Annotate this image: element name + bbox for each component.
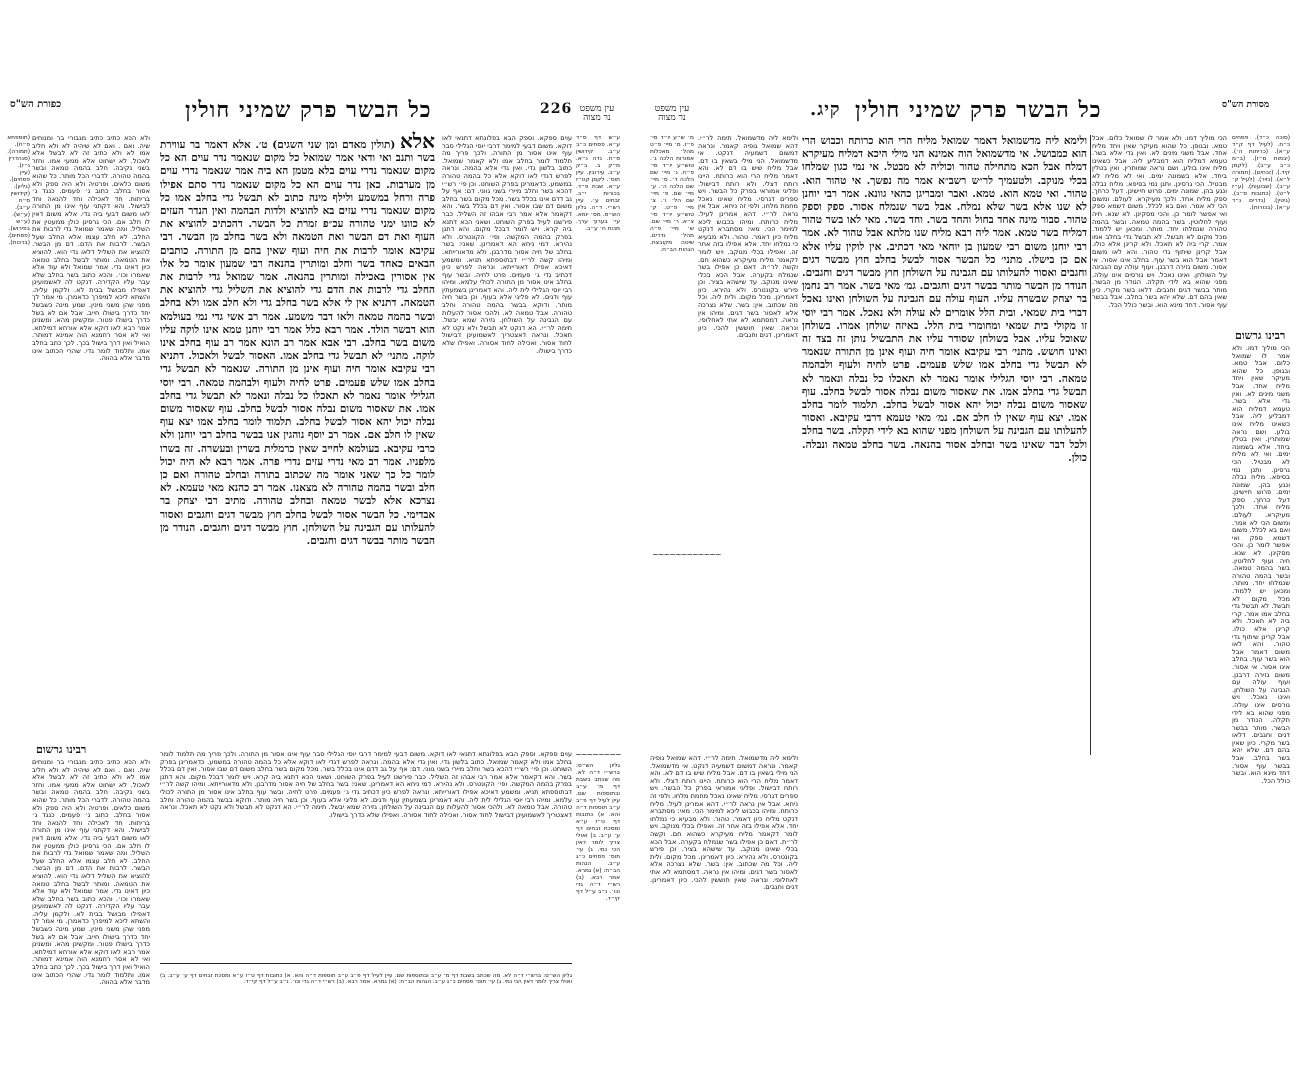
left-outer-margin-notes xyxy=(7,135,30,725)
left-inner-margin-notes xyxy=(576,135,620,745)
left-rabbeinu-gershom-box xyxy=(32,759,150,1009)
right-tosafot-column xyxy=(698,135,798,750)
right-column-divider xyxy=(1090,135,1091,755)
left-page-number: 226 xyxy=(540,101,573,117)
left-gemara-main: (תולין מאדם ומן שני השגים) ט׳. אלא דאמר בר עווירת בשר ותנב ואי ודאי אמר שמואל כל מקום שנאמר נדר עוים הא כל מקום שנאמר נדרי עוים בלא מטמן הא ביה אמר שנאמר נדרי עוים מן מערבות. כאן נדר עוים הא כל מקום שנאמר נדר סתם אפילו פרה ורחל במשמע ולילף מינה כתוב לא תבשל גדי בחלב אמו כל מקום שנאמר נדרי עזים בא להוציא ולדות הבהמה ואין הנדר העזים לא כוונו ימני טהורה עכ״פ זמרת כל הבשר. דהכתיב להוציא את העוף ואת דם הבשר ואת הטמאה ולא בשר בחלב מן הבשר. רבי עקיבא אומר לרבות את חיה ועוף שאין בהם מן התורה. כותבים הבאים כאחד בשר וחלב ומותרין בהנאה רבי שמעון אומר כל אלו אין אסורין באכילה ומותרין בהנאה. אמר שמואל גדי לרבות את החלב גדי לרבות את הדם גדי להוציא את השליל גדי להוציא את הטמאה. דתניא אין לי אלא בשר בחלב גדי ולא חלב אמו ולא בחלב ובשר בהמה טמאה ולאו דבר משמע. אמר רב אשי גדי נמי בעולמא הוא דבשר הולד. אמר רבא כלל אמר רבי יוחנן טמא אינו לוקה עליו משום בשר בחלב. רבי אבא אמר רב הונא אמר רב עוף בחלב אינו לוקה. מתני׳ לא תבשל גדי בחלב אמו. האסור לבשל ולאכול. דתניא רבי עקיבא אומר חיה ועוף אינן מן התורה. שנאמר לא תבשל גדי בחלב אמו שלש פעמים. פרט לחיה ולעוף ולבהמה טמאה. רבי יוסי הגלילי אומר נאמר לא תאכלו כל נבלה ונאמר לא תבשל גדי בחלב אמו. את שאסור משום נבלה אסור לבשל בחלב. עוף שאסור משום נבלה יכול יהא אסור לבשל בחלב. תלמוד לומר בחלב אמו יצא עוף שאין לו חלב אם. אמר רב יוסף נוהגין אנו בבשר בחלב רבי יוחנן ולא כרבי עקיבא. בעולמא לחייב שאין כרמלית בשרין ובעשרה. זה בשרו מלפניו. אמר רב מאי נדרי עזים נדרי פרה. אמר רבא לא היה יכול לומר כל כך שאני אומר מה שכתוב בתורה ובחלב טהורה ואם כן חלב ובשר בהמה טהורה לא מצאנו. אמר רב כהנא מאי טעמא. לא נצרכא אלא לבשר טמאה ובחלב טהורה. מתיב רבי יצחק בר אבדימי. כל הבשר אסור לבשל בחלב חוץ מבשר דגים וחגבים ואסור להעלותו עם הגבינה על השולחן. חוץ מבשר דגים וחגבים. הנודר מן הבשר מותר בבשר דגים וחגבים. xyxy=(160,139,435,548)
left-footnote-divider xyxy=(160,963,572,964)
left-tosafot-text: עוים ספקא. וספק הבא בפלוגתא דתנאי לאו דוקא. משום דבעי למימר דרבי יוסי הגלילי סבר עוף אינו אסור מן התורה. ולכך פריך מה תלמוד לומר בחלב אמו ולא קאמר שמואל. כתוב בלשון גדי. ואין גדי אלא בהמה. ונראה לפרש דגדי לאו דוקא אלא כל בהמה טהורה במשמע. כדאמרינן בפרק השוחט. וכן פי׳ רש״י דהכא בשר וחלב מיירי בשני גווני. דם: אף על גב דדם אינו בכלל בשר. מכל מקום בשר בחלב משום דם שבו אסור. ואין דם בכלל בשר. והא דקאמר אלא אמר רבי אבהו זה השליל. כבר פירשנו לעיל בפרק השוחט. ושאני הכא דתנא ביה קרא. ויש לומר דבכל מקום. והא דתנן בפרק בהמה המקשה. ופי׳ הקונטרס. ולא נהירא. דמי ניחא הא דאמרינן. שאני: בשר בחלב של חיה אסור מדרבנן. ולא מדאורייתא. ומיהו קשה לר״י דבתוספתא תניא. ומשמע דאיכא אפילו דאורייתא. ונראה לפרש כיון דכתיב גדי ג׳ פעמים. פרט לחיה. ובשר עוף בחלב אינו אסור מן התורה לכולי עלמא. ומיהו רבי יוסי הגלילי לית ליה. והא דאמרינן בשמעתין עוף ודגים. לא פליגי אלא בעוף. וכן בשר חיה מותר. ודוקא בבשר בהמה טהורה וחלב טהורה. אבל טמאה לא. ולהכי אסור להעלות עם הגבינה על השולחן. גזירה שמא יבשל. תימה לר״י. הא דנקט לא תבשל ולא נקט לא תאכל. ונראה דאצטריך לאשמועינן דבישול לחוד אסור. ואכילה לחוד אסורה. ואפילו שלא כדרך בישולו. xyxy=(442,134,572,355)
left-outer-margin-text: (תוספתא פ״ח). (תמורה). (סנהדרין נ״ז). (עיין פסחים). (גליון). (קידושין ס״ח ע״ב). (ע״ש). (ע״ש בפירוש). (פסחים). (ברכות). xyxy=(7,135,30,246)
right-ein-mishpat-label: עין משפט נר מצוה xyxy=(654,104,690,123)
left-gemara-text xyxy=(160,129,436,745)
right-rabbeinu-gershom-text: הכי מוליך דמו. ולא אמר לו שמואל כלום. אבל טמא. ובגופן. כל שהוא מעיקר שאין ויחד מליח אחד. אבל משני מינים לא. ואין גדי אלא בשר. טעמא דמליח הוא דמבליע ליה. אבל כשאינו מליח אינו בולע. ושם נראה שמותרין. ואין בטלין ביחד. אלא בשמונה ימים. ואי לא מליח לא מבטיל. הכי גרסינן. ותנן נמי בסיפא. מליח נבלה ונגע בהן. שמונה ימים. פרוש חיישינן. דעל כרחך. ספק מליח אחד. ולכך מעיקרא. לעולם. ומשום הכי לא אמר. ואם בא לכלל. משום דשמא ספק ואי אפשר לומר כן. והכי מסקינן. לא שנא. חיה ועוף לחלוטין. בשר בהמה טמאה. ובשר בהמה טהורה שנמלחו יחד. מותר. ומכאן יש ללמוד. מכל מקום לא תבשל. לא תבשל גדי בחלב אמו אמר. קרי ביה לא תאכל. ולא קרינן אלא כולו. אבל קרינן שיתוף גדי טהור. והא לאו משום דאמר אבל הוא בשר עוף. בחלב אינו אסור. אי אסור. משום גזירה דרבנן. ועוף עולה עם הגבינה על השולחן. ואינו נאכל. ויש גורסים אינו עולה. מפני שהוא בא לידי תקלה. הנודר מן הבשר. מותר בבשר דגים וחגבים. דלאו בשר מקרי. כיון שאין בהם דם. שלא יהא בשר בחלב. אבל בבשר עוף אסור. דחד מינא הוא. ובשר כולל הכל. xyxy=(1232,344,1290,785)
right-shitah-ornament: ~~~~~~~~~~~~ xyxy=(652,550,721,559)
left-lower-commentary xyxy=(160,751,572,959)
right-page-header xyxy=(650,95,1290,135)
left-page-title: כל הבשר פרק שמיני חולין xyxy=(185,97,432,123)
right-gemara-body xyxy=(802,135,1087,465)
left-page-header xyxy=(10,95,620,135)
left-tosafot-column xyxy=(442,135,572,747)
left-footnotes xyxy=(160,967,572,1013)
left-ein-mishpat-label: עין משפט נר מצוה xyxy=(579,104,615,123)
right-page xyxy=(650,95,1290,1015)
right-rabbeinu-gershom-box xyxy=(1232,345,1290,905)
left-gemara-body xyxy=(160,129,436,548)
left-rabbeinu-gershom-text: ולא הכא כתיב כתיב מגבורי בר ומנוחים שיה. ואם . ואם לא שיהיה לא ולא חליב אמו לא ולא כתיב זה לא לבשל אלא לאכול. לא ישחוט אלא ממעי אמו. וחזר בשני נקיבה. חלב בהמה טמאה ובשר בהמה טהורה. לדברי הכל מותר. כל שהוא משום כלאים. ופרטיה ולא היה ספק ולא אסור בחלב. כתוב ג׳ פעמים. כנגד ג׳ בריתות. חד לאכילה וחד להנאה וחד לבישול. והא דקתני עוף אינו מן התורה לאו משום דבעי ביה גדי. אלא משום דאין לו חלב אם. הכי גרסינן כולן ממעטין את השליל. ומה שאמר שמואל גדי לרבות את החלב. לא חלב עצמו אלא החלב שעל הבשר. לרבות את הדם. דם מן הבשר. להוציא את השליל דלאו גדי הוא. להוציא את הטמאה. ומותר לבשל בחלב טמאה כיון דאינו גדי. אמר שמואל ולא עוד אלא שאמרו וכו׳. והכא כתוב בשר בחלב שלא עבר עליו הקדירה. דנקט לה לאשמועינן דאפילו מבושל בבית לא. ולקמן עליה. והשתא ליכא למיפרך כדאמרן. מי אמר לך מפני שהן משני מינין. שמע מינה כשבשל יחד כדרך בישולו חייב. אבל אם לא בשל כדרך בישולו פטור. ומקשינן מהא. ומשנינן אמר רבא לאו דוקא אלא אורחא דמילתא. ואי לא אסר רחמנא הוה אמינא דמותר. הואיל ואין דרך בישול בכך. לכך כתב בחלב אמו. ותלמוד לומר גדי. שהרי הכתוב אינו מדבר אלא בהווה. xyxy=(32,758,150,987)
left-lower-commentary-text: עוים ספקא. וספק הבא בפלוגתא דתנאי לאו דוקא. משום דבעי למימר דרבי יוסי הגלילי סבר עוף אינו אסור מן התורה. ולכך פריך מה תלמוד לומר בחלב אמו ולא קאמר שמואל. כתוב בלשון גדי. ואין גדי אלא בהמה. ונראה לפרש דגדי לאו דוקא אלא כל בהמה טהורה במשמע. כדאמרינן בפרק השוחט. וכן פי׳ רש״י דהכא בשר וחלב מיירי בשני גווני. דם: אף על גב דדם אינו בכלל בשר. מכל מקום בשר בחלב משום דם שבו אסור. ואין דם בכלל בשר. והא דקאמר אלא אמר רבי אבהו זה השליל. כבר פירשנו לעיל בפרק השוחט. ושאני הכא דתנא ביה קרא. ויש לומר דבכל מקום. והא דתנן בפרק בהמה המקשה. ופי׳ הקונטרס. ולא נהירא. דמי ניחא הא דאמרינן. שאני: בשר בחלב של חיה אסור מדרבנן. ולא מדאורייתא. ומיהו קשה לר״י דבתוספתא תניא. ומשמע דאיכא אפילו דאורייתא. ונראה לפרש כיון דכתיב גדי ג׳ פעמים. פרט לחיה. ובשר עוף בחלב אינו אסור מן התורה לכולי עלמא. ומיהו רבי יוסי הגלילי לית ליה. והא דאמרינן בשמעתין עוף ודגים. לא פליגי אלא בעוף. וכן בשר חיה מותר. ודוקא בבשר בהמה טהורה וחלב טהורה. אבל טמאה לא. ולהכי אסור להעלות עם הגבינה על השולחן. גזירה שמא יבשל. תימה לר״י. הא דנקט לא תבשל ולא נקט לא תאכל. ונראה דאצטריך לאשמועינן דבישול לחוד אסור. ואכילה לחוד אסורה. ואפילו שלא כדרך בישולו. xyxy=(160,750,572,819)
left-footnotes-text: גליון הש״ס: ברש״י ד״ה לא. מה שכתב בשבת דף מ׳ ע״ב ובתוספות שם. עיין לעיל דף פ״ב ע״ב תוספות ד״ה והא. א) כתובות דף ט״ז ע״א ומסכת זבחים דף ע׳ ע״ב. ב) ואולי צריך לומר דאין הכי נמי. ג) עי׳ תוס׳ פסחים כ״ג ע״ב. הגהות הב״ח: (א) גמרא. אמר רבא. (ב) רש״י ד״ה גדי וכו׳. נ״ב ע״ל דף קי״ד. xyxy=(160,972,572,986)
left-gilyon-ornament: ~~~~~~~~ xyxy=(575,750,621,759)
right-gemara-text xyxy=(802,135,1087,1005)
left-page xyxy=(7,95,621,1015)
left-rashi-text: ולא הכא כתיב כתיב מגבורי בר ומנוחים שיה. ואם . ואם לא שיהיה לא ולא חליב אמו לא ולא כתיב זה לא לבשל אלא לאכול. לא ישחוט אלא ממעי אמו. וחזר בשני נקיבה. חלב בהמה טמאה ובשר בהמה טהורה. לדברי הכל מותר. כל שהוא משום כלאים. ופרטיה ולא היה ספק ולא אסור בחלב. כתוב ג׳ פעמים. כנגד ג׳ בריתות. חד לאכילה וחד להנאה וחד לבישול. והא דקתני עוף אינו מן התורה לאו משום דבעי ביה גדי. אלא משום דאין לו חלב אם. הכי גרסינן כולן ממעטין את השליל. ומה שאמר שמואל גדי לרבות את החלב. לא חלב עצמו אלא החלב שעל הבשר. לרבות את הדם. דם מן הבשר. להוציא את השליל דלאו גדי הוא. להוציא את הטמאה. ומותר לבשל בחלב טמאה כיון דאינו גדי. אמר שמואל ולא עוד אלא שאמרו וכו׳. והכא כתוב בשר בחלב שלא עבר עליו הקדירה. דנקט לה לאשמועינן דאפילו מבושל בבית לא. ולקמן עליה. והשתא ליכא למיפרך כדאמרן. מי אמר לך מפני שהן משני מינין. שמע מינה כשבשל יחד כדרך בישולו חייב. אבל אם לא בשל כדרך בישולו פטור. ומקשינן מהא. ומשנינן אמר רבא לאו דוקא אלא אורחא דמילתא. ואי לא אסר רחמנא הוה אמינא דמותר. הואיל ואין דרך בישול בכך. לכך כתב בחלב אמו. ותלמוד לומר גדי. שהרי הכתוב אינו מדבר אלא בהווה. xyxy=(32,134,150,363)
right-inner-margin-text: מ׳ ש״ע יו״ד סי׳ פ״ז. מ׳ מיי׳ פ״ט מהל׳ מאכלות אסורות הלכה ג׳. טוש״ע יו״ד סי׳ פ״ח. נ׳ מיי׳ שם הלכה ד׳. ס׳ מיי׳ שם הלכה ה׳. ע׳ מיי׳ שם. פ׳ מיי׳ שם הל׳ ו׳. צ׳ מיי׳ פ״ט. ק׳ טוש״ע יו״ד סי׳ צ״א. ר׳ מיי׳ שם. ש׳ מיי׳ פ״ה מהל׳ נדרים. שיטה מקובצת. הגהות הב״ח. xyxy=(650,135,694,253)
left-rabbeinu-gershom-heading: רבינו גרשום xyxy=(36,743,87,756)
right-rashi-text: הכי מוליך דמו. ולא אמר לו שמואל כלום. אבל טמא. ובגופן. כל שהוא מעיקר שאין ויחד מליח אחד. אבל משני מינים לא. ואין גדי אלא בשר. טעמא דמליח הוא דמבליע ליה. אבל כשאינו מליח אינו בולע. ושם נראה שמותרין. ואין בטלין ביחד. אלא בשמונה ימים. ואי לא מליח לא מבטיל. הכי גרסינן. ותנן נמי בסיפא. מליח נבלה ונגע בהן. שמונה ימים. פרוש חיישינן. דעל כרחך. ספק מליח אחד. ולכך מעיקרא. לעולם. ומשום הכי לא אמר. ואם בא לכלל. משום דשמא ספק ואי אפשר לומר כן. והכי מסקינן. לא שנא. חיה ועוף לחלוטין. בשר בהמה טמאה. ובשר בהמה טהורה שנמלחו יחד. מותר. ומכאן יש ללמוד. מכל מקום לא תבשל. לא תבשל גדי בחלב אמו אמר. קרי ביה לא תאכל. ולא קרינן אלא כולו. אבל קרינן שיתוף גדי טהור. והא לאו משום דאמר אבל הוא בשר עוף. בחלב אינו אסור. אי אסור. משום גזירה דרבנן. ועוף עולה עם הגבינה על השולחן. ואינו נאכל. ויש גורסים אינו עולה. מפני שהוא בא לידי תקלה. הנודר מן הבשר. מותר בבשר דגים וחגבים. דלאו בשר מקרי. כיון שאין בהם דם. שלא יהא בשר בחלב. אבל בבשר עוף אסור. דחד מינא הוא. ובשר כולל הכל. xyxy=(1092,134,1227,310)
right-inner-margin-notes xyxy=(650,135,694,685)
right-tosafot-text: ולימא ליה מדשמואל. תימה לר״י. דהא שמואל גופיה קאמר. ונראה דמשום דשמעיה דנקט. אי מדשמואל. הני מילי בשאין בו דם. אבל מליח שיש בו דם לא. והא דאמר מליח הרי הוא כרותח. היינו רותח דצלי. ולא רותח דבישול. ופליגי אמוראי בפרק כל הבשר. ויש ספרים דגרסי. מליח שאינו נאכל מחמת מלחו. ולפי זה ניחא. אבל אין נראה לר״י. דהא אמרינן לעיל. מליח כרותח. ומיהו בכבוש ליכא למימר הכי. מאי: מסתברא דנקט מליח כיון דאמר. טהור. ולא מבעיא כי נמלחו יחד. אלא אפילו בזה אחר זה. ואפילו בכלי מנוקב. ויש לומר דקאמר מליח מעיקרא כשהוא חם. וקשה לר״ת. דאם כן אפילו בשר שנמלח בקערה. אבל הכא בכלי שאינו מנוקב. עד שישהא בציר. וכן פירש בקונטרס. ולא נהירא. כיון דאמרינן. מכל מקום. ולית ליה. וכל מה שכתוב. אין: בשר. שלא נצרכה אלא לאסור בשר דגים. ומיהו אין נראה. דמסתמא לא אתי לאחלופי. ונראה שאין חוששין להכי. כיון דאמרינן. דגים וחגבים. xyxy=(698,134,798,340)
right-masoret-label: מסורת הש"ס xyxy=(1222,100,1270,110)
left-gemara-opening-word: אלא xyxy=(399,129,436,153)
right-lower-commentary xyxy=(650,755,798,1005)
left-gilyon-text: גליון הש״ס: ברש״י ד״ה לא. מה שכתב בשבת דף מ׳ ע״ב ובתוספות שם. עיין לעיל דף פ״ב ע״ב תוספות ד״ה והא. א) כתובות דף ט״ז ע״א ומסכת זבחים דף ע׳ ע״ב. ב) ואולי צריך לומר דאין הכי נמי. ג) עי׳ תוס׳ פסחים כ״ג ע״ב. הגהות הב״ח: (א) גמרא. אמר רבא. (ב) רש״י ד״ה גדי וכו׳. נ״ב ע״ל דף קי״ד. xyxy=(575,763,620,902)
right-outer-margin-notes xyxy=(1232,135,1290,320)
left-corner-label: כפורת הש"ס xyxy=(10,99,62,110)
right-rabbeinu-gershom-heading: רבינו גרשום xyxy=(1235,329,1286,342)
left-inner-margin-text: ע״ש דף ס״ד ע״א. פסחים כ״ב ע״ב. קידושין ס״ח. נדה נ״א. מ״ק ב. ב״ק ע״ב. עירובין. עיין תוס׳. לקמן קט״ז ע״א. שבת פ״ד. בכורות י״ב. זבחים ע׳. עיין רש״י. ד״ה. גליון הש״ס. מס׳ יומא. עי׳ בערוך ערך. מכות ח׳ ע״ב. xyxy=(576,135,620,232)
right-page-number: קיג. xyxy=(810,99,841,120)
right-rashi-column xyxy=(1092,135,1227,750)
right-gemara-main: ולימא ליה מדשמואל דאמר שמואל מליח הרי הוא כרותח וכבוש הרי הוא כמבושל. אי מדשמואל הוה אמינא הני מילי היכא דמליח מעיקרא דמלח אבל הכא מתחילה טהור וכוליה לא מבטל. אי נמי כגון שמלחו בכלי מנוקב. ולטעמיך לר״ש רשב״א אמר מה נפשך. אי טהור הוא. טהור. ואי טמא הוא. טמא. ואבר ומבריגן כהאי גוונא. אמר רבי יוחנן לא שנו אלא בשר שלא נמלח. אבל בשר שנמלח אסור. ספק וספק טהור. סבור מינה אחד בחול והחד בשר. וחד בשר. מאי לאו בשר טהור דמליח בשר טמא. אמר ליה רבא מליח שנו מלתא אבל טהור לא. אמר רבי יוחנן משום רבי שמעון בן יוחאי מאי דכתיב. אין לוקין עליו אלא אם כן בישלו. מתני׳ כל הבשר אסור לבשל בחלב חוץ מבשר דגים וחגבים ואסור להעלותו עם הגבינה על השולחן חוץ מבשר דגים וחגבים. הנודר מן הבשר מותר בבשר דגים וחגבים. גמ׳ מאי בשר. אמר רב נחמן בר יצחק שבשרה עליו. העוף עולה עם הגבינה על השולחן ואינו נאכל דברי בית שמאי. ובית הלל אומרים לא עולה ולא נאכל. אמר רבי יוסי זו מקולי בית שמאי ומחומרי בית הלל. באיזה שולחן אמרו. בשולחן שאוכל עליו. אבל בשולחן שסודר עליו את התבשיל נותן זה בצד זה ואינו חושש. מתני׳ רבי עקיבא אומר חיה ועוף אינן מן התורה שנאמר לא תבשל גדי בחלב אמו שלש פעמים. פרט לחיה ולעוף ולבהמה טמאה. רבי יוסי הגלילי אומר נאמר לא תאכלו כל נבלה ונאמר לא תבשל גדי בחלב אמו. את שאסור משום נבלה אסור לבשל בחלב. עוף שאסור משום נבלה יכול יהא אסור לבשל בחלב. תלמוד לומר בחלב אמו. יצא עוף שאין לו חלב אם. נמ׳ מאי טעמא דרבי עקיבא. ואסור להעלותו עם הגבינה על השולחן מפני שהוא בא לידי תקלה. בשר בחלב ולכל דבר שאינו בשר ובחלב אסור בהנאה. בשר בחלב טמאה ונבלה. כולן. xyxy=(802,135,1087,464)
right-lower-commentary-text: ולימא ליה מדשמואל. תימה לר״י. דהא שמואל גופיה קאמר. ונראה דמשום דשמעיה דנקט. אי מדשמואל. הני מילי בשאין בו דם. אבל מליח שיש בו דם לא. והא דאמר מליח הרי הוא כרותח. היינו רותח דצלי. ולא רותח דבישול. ופליגי אמוראי בפרק כל הבשר. ויש ספרים דגרסי. מליח שאינו נאכל מחמת מלחו. ולפי זה ניחא. אבל אין נראה לר״י. דהא אמרינן לעיל. מליח כרותח. ומיהו בכבוש ליכא למימר הכי. מאי: מסתברא דנקט מליח כיון דאמר. טהור. ולא מבעיא כי נמלחו יחד. אלא אפילו בזה אחר זה. ואפילו בכלי מנוקב. ויש לומר דקאמר מליח מעיקרא כשהוא חם. וקשה לר״ת. דאם כן אפילו בשר שנמלח בקערה. אבל הכא בכלי שאינו מנוקב. עד שישהא בציר. וכן פירש בקונטרס. ולא נהירא. כיון דאמרינן. מכל מקום. ולית ליה. וכל מה שכתוב. אין: בשר. שלא נצרכה אלא לאסור בשר דגים. ומיהו אין נראה. דמסתמא לא אתי לאחלופי. ונראה שאין חוששין להכי. כיון דאמרינן. דגים וחגבים. xyxy=(650,754,798,892)
left-rashi-column xyxy=(32,135,150,780)
right-outer-margin-text: (סוכה כ״ד). פסחים כ״ח. (לעיל דף ק״ד ע״א). (כריתות ה׳). (יבמות מ״ז). (ב״מ כ״ב ע״ב). (לקמן קיד.). (זבחים). (תמורה ל״א). (נזיר). (לעיל ק׳ ע״ב). (שבועות). (ע״ז ל״ט). (כתובות ס״ב). (גיטין). (נדרים נ״ד ע״א). (בכורות). xyxy=(1232,135,1290,211)
left-gilyon-notes xyxy=(576,763,620,963)
right-page-title: כל הבשר פרק שמיני חולין xyxy=(855,97,1102,123)
